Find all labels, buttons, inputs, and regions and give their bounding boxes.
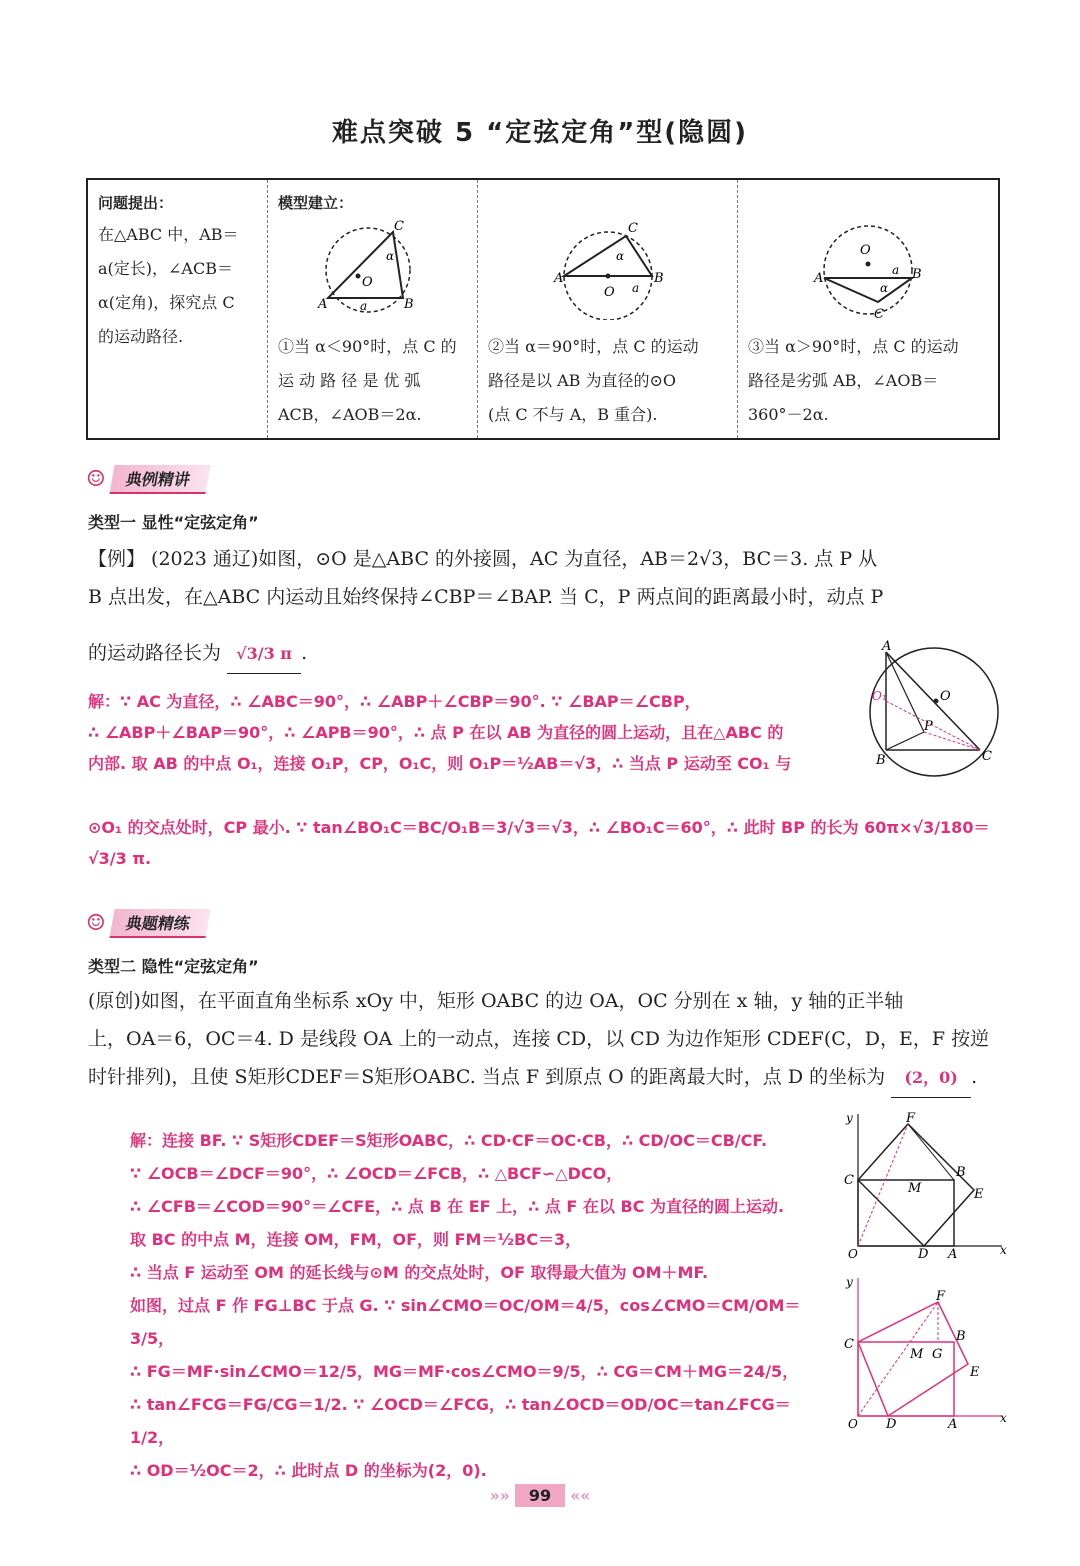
svg-text:B: B: [912, 267, 922, 282]
svg-text:M: M: [910, 1347, 924, 1362]
case3-text: 360°－2α.: [748, 405, 829, 424]
svg-text:A: A: [554, 271, 564, 286]
svg-text:E: E: [970, 1365, 980, 1380]
svg-text:x: x: [1000, 1243, 1007, 1257]
example-line: B 点出发，在△ABC 内运动且始终保持∠CBP＝∠BAP. 当 C，P 两点间的距离最小时，动点 P: [88, 586, 884, 608]
question-head: 问题提出：: [98, 194, 174, 212]
model-col-question: [88, 180, 268, 438]
case1-text: 运 动 路 径 是 优 弧: [278, 371, 421, 390]
solution-line: 取 BC 的中点 M，连接 OM，FM，OF，则 FM＝½BC＝3，: [130, 1230, 582, 1249]
coordinate-figure-1: [842, 1108, 1012, 1258]
svg-text:B: B: [956, 1165, 966, 1180]
type-label: 类型二 隐性“定弦定角”: [88, 957, 259, 976]
svg-text:C: C: [394, 220, 404, 234]
solution-line: ∴ tan∠FCG＝FG/CG＝1/2. ∵ ∠OCD＝∠FCG，∴ tan∠OCD＝OD/OC＝tan∠FCG＝1/2，: [130, 1395, 791, 1447]
svg-text:x: x: [1000, 1411, 1007, 1425]
page-number-bar: [0, 1486, 1080, 1505]
example-figure: [862, 640, 1012, 780]
svg-text:A: A: [318, 297, 328, 312]
svg-text:D: D: [886, 1417, 897, 1432]
problem-line-3: 时针排列)，且使 S矩形CDEF＝S矩形OABC. 当点 F 到原点 O 的距离最大时，点 D 的坐标为 (2，0) .: [88, 1058, 1008, 1098]
section-badge: [86, 906, 208, 940]
case2-text: 路径是以 AB 为直径的⊙O: [488, 371, 677, 390]
svg-text:A: A: [948, 1247, 958, 1258]
svg-text:α: α: [386, 249, 395, 263]
page-title: 难点突破 5 “定弦定角”型(隐圆): [331, 118, 749, 148]
question-line: 在△ABC 中，AB＝: [98, 225, 239, 244]
badge-label: 典题精练: [109, 909, 210, 938]
svg-text:α: α: [616, 249, 625, 263]
example-solution: [88, 686, 858, 779]
svg-text:M: M: [908, 1181, 922, 1196]
case2-diagram: [548, 220, 678, 320]
svg-text:A: A: [948, 1417, 958, 1432]
solution-line: ∵ ∠OCB＝∠DCF＝90°，∴ ∠OCD＝∠FCB，∴ △BCF∽△DCO，: [130, 1164, 623, 1183]
model-col-case3: [738, 180, 998, 438]
case3-text: 路径是劣弧 AB，∠AOB＝: [748, 371, 939, 390]
svg-text:P: P: [924, 719, 933, 734]
example-line: 【例】 (2023 通辽)如图，⊙O 是△ABC 的外接圆，AC 为直径，AB＝2√3，BC＝3. 点 P 从: [88, 548, 878, 570]
svg-text:C: C: [844, 1337, 854, 1352]
example-question: 的运动路径长为 √3/3 π .: [88, 634, 307, 674]
model-table: [86, 178, 1000, 440]
svg-text:y: y: [846, 1275, 853, 1289]
svg-text:C: C: [844, 1173, 854, 1188]
svg-text:C: C: [874, 307, 884, 320]
practice-solution: [130, 1124, 830, 1487]
badge-label: 典例精讲: [109, 465, 210, 494]
case3-diagram: [808, 220, 938, 320]
svg-text:α: α: [880, 281, 889, 295]
problem-line: (原创)如图，在平面直角坐标系 xOy 中，矩形 OABC 的边 OA，OC 分别在 x 轴，y 轴的正半轴: [88, 990, 904, 1012]
svg-text:F: F: [936, 1289, 946, 1304]
question-line: α(定角)，探究点 C: [98, 293, 235, 312]
svg-text:E: E: [974, 1187, 984, 1202]
mascot-icon: ☺: [86, 910, 106, 936]
solution-line: ∴ FG＝MF·sin∠CMO＝12/5，MG＝MF·cos∠CMO＝9/5，∴ CG＝CM＋MG＝24/5，: [130, 1362, 799, 1381]
svg-text:A: A: [882, 640, 892, 654]
svg-text:O: O: [940, 689, 951, 704]
model-head: 模型建立：: [278, 194, 354, 212]
right-arrows-icon: ««: [570, 1486, 591, 1505]
type-label: 类型一 显性“定弦定角”: [88, 513, 259, 532]
solution-line: 解：∵ AC 为直径，∴ ∠ABC＝90°，∴ ∠ABP＋∠CBP＝90°. ∵ ∠BAP＝∠CBP，: [88, 692, 701, 711]
svg-text:D: D: [918, 1247, 929, 1258]
svg-text:B: B: [404, 297, 414, 312]
problem-text: [88, 982, 1008, 1098]
answer-blank: (2，0): [891, 1059, 971, 1098]
answer-blank: √3/3 π: [227, 635, 301, 674]
svg-text:B: B: [654, 271, 664, 286]
svg-text:O: O: [848, 1417, 858, 1431]
case3-text: ③当 α＞90°时，点 C 的运动: [748, 337, 959, 356]
section-badge: [86, 462, 208, 496]
svg-text:O: O: [860, 243, 871, 258]
svg-text:y: y: [846, 1111, 853, 1125]
svg-text:O: O: [848, 1247, 858, 1258]
mascot-icon: ☺: [86, 466, 106, 492]
question-line: 的运动路径.: [98, 327, 184, 346]
solution-line: 内部. 取 AB 的中点 O₁，连接 O₁P，CP，O₁C，则 O₁P＝½AB＝√3，∴ 当点 P 运动至 CO₁ 与: [88, 754, 792, 773]
svg-text:a: a: [632, 281, 640, 295]
solution-line: ∴ ∠ABP＋∠BAP＝90°，∴ ∠APB＝90°，∴ 点 P 在以 AB 为直径的圆上运动，且在△ABC 的: [88, 723, 784, 742]
solution-line: ∴ OD＝½OC＝2，∴ 此时点 D 的坐标为(2，0).: [130, 1461, 487, 1480]
svg-text:C: C: [982, 749, 992, 764]
svg-text:O: O: [604, 285, 615, 300]
case1-text: ACB，∠AOB＝2α.: [278, 405, 422, 424]
svg-text:C: C: [628, 221, 638, 236]
svg-text:O: O: [362, 275, 373, 290]
case1-text: ①当 α＜90°时，点 C 的: [278, 337, 457, 356]
problem-line: 时针排列)，且使 S矩形CDEF＝S矩形OABC. 当点 F 到原点 O 的距离最大时，点 D 的坐标为: [88, 1066, 886, 1088]
page-number: 99: [515, 1484, 565, 1507]
svg-text:O₁: O₁: [872, 689, 887, 703]
question-line: a(定长)，∠ACB＝: [98, 259, 233, 278]
example-text: [88, 540, 1008, 616]
svg-text:F: F: [906, 1111, 916, 1126]
coordinate-figure-2: [842, 1272, 1012, 1432]
svg-text:a: a: [892, 263, 900, 277]
solution-line: ∴ ∠CFB＝∠COD＝90°＝∠CFE，∴ 点 B 在 EF 上，∴ 点 F 在以 BC 为直径的圆上运动.: [130, 1197, 785, 1216]
solution-line: 如图，过点 F 作 FG⊥BC 于点 G. ∵ sin∠CMO＝OC/OM＝4/5，cos∠CMO＝CM/OM＝3/5，: [130, 1296, 801, 1348]
left-arrows-icon: »»: [489, 1486, 510, 1505]
svg-text:B: B: [876, 753, 886, 768]
case2-text: (点 C 不与 A，B 重合).: [488, 405, 658, 424]
solution-line: ∴ 当点 F 运动至 OM 的延长线与⊙M 的交点处时，OF 取得最大值为 OM＋MF.: [130, 1263, 709, 1282]
example-line: 的运动路径长为: [88, 642, 222, 664]
case2-text: ②当 α＝90°时，点 C 的运动: [488, 337, 699, 356]
case1-diagram: [308, 220, 438, 320]
svg-text:A: A: [814, 271, 824, 286]
svg-text:a: a: [360, 299, 368, 313]
solution-line: 解：连接 BF. ∵ S矩形CDEF＝S矩形OABC，∴ CD·CF＝OC·CB，∴ CD/OC＝CB/CF.: [130, 1131, 768, 1150]
problem-line: 上，OA＝6，OC＝4. D 是线段 OA 上的一动点，连接 CD，以 CD 为边作矩形 CDEF(C，D，E，F 按逆: [88, 1028, 990, 1050]
model-col-case1: [268, 180, 478, 438]
model-col-case2: [478, 180, 738, 438]
solution-line: ⊙O₁ 的交点处时，CP 最小. ∵ tan∠BO₁C＝BC/O₁B＝3/√3＝√3，∴ ∠BO₁C＝60°，∴ 此时 BP 的长为 60π×√3/180＝√3/3 π.: [88, 818, 990, 868]
svg-text:B: B: [956, 1329, 966, 1344]
svg-text:G: G: [932, 1347, 943, 1362]
